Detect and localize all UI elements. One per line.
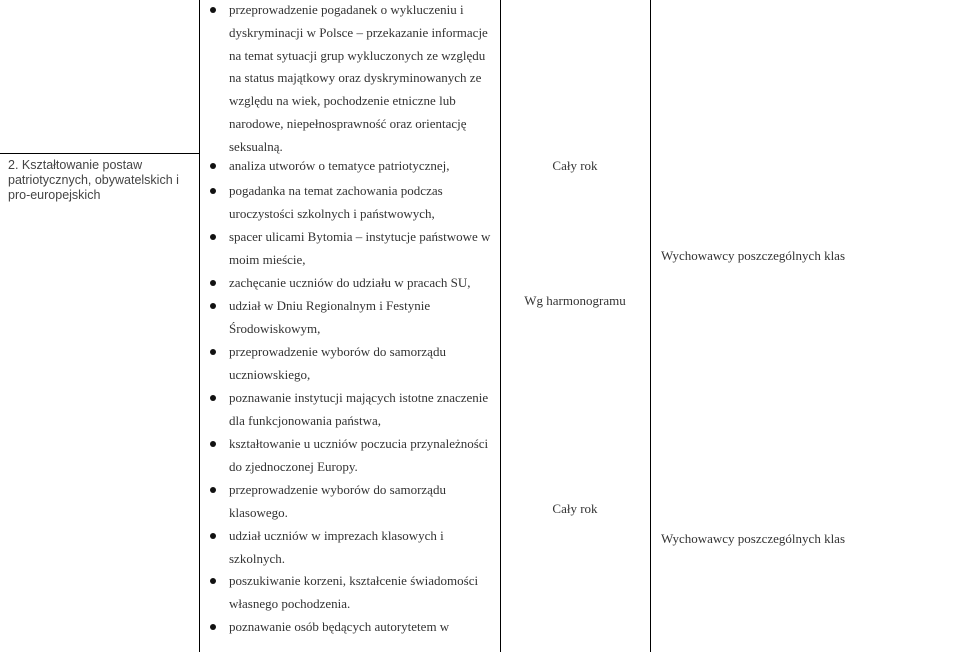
list-item-text: udział w Dniu Regionalnym i Festynie: [229, 298, 431, 313]
list-item-text: uroczystości szkolnych i państwowych,: [229, 205, 435, 221]
bullet-icon: [210, 441, 216, 447]
section-title-cell: [8, 158, 193, 203]
term-cell: Wg harmonogramu: [524, 293, 626, 308]
table-row-divider: [0, 153, 199, 154]
bullet-icon: [210, 395, 216, 401]
term-cell: Cały rok: [552, 158, 598, 173]
bullet-icon: [210, 188, 216, 194]
bullet-icon: [210, 303, 216, 309]
bullet-icon: [210, 280, 216, 286]
list-item-text: kształtowanie u uczniów poczucia przynależności: [229, 436, 489, 451]
list-item-text: poszukiwanie korzeni, kształcenie świadomości: [229, 573, 479, 588]
term-cell: Cały rok: [552, 501, 598, 516]
list-item-text: dyskryminacji w Polsce – przekazanie informacje: [229, 24, 488, 40]
list-item-text: poznawanie osób będących autorytetem w: [229, 619, 450, 634]
list-item-text: poznawanie instytucji mających istotne znaczenie: [229, 390, 489, 405]
section-title-line: 2. Kształtowanie postaw: [8, 158, 143, 172]
bullet-icon: [210, 533, 216, 539]
list-item-text: udział uczniów w imprezach klasowych i: [229, 528, 444, 543]
list-item-text: do zjednoczonej Europy.: [229, 458, 358, 474]
list-item-text: zachęcanie uczniów do udziału w pracach SU,: [229, 275, 471, 290]
list-item-text: na status majątkowy oraz dyskryminowanych ze: [229, 70, 482, 86]
table-column-divider: [199, 0, 200, 652]
list-item-text: pogadanka na temat zachowania podczas: [229, 183, 443, 198]
list-item-text: analiza utworów o tematyce patriotycznej,: [229, 158, 450, 173]
list-item-text: uczniowskiego,: [229, 366, 311, 382]
list-item-text: przeprowadzenie wyborów do samorządu: [229, 482, 446, 497]
list-item-text: spacer ulicami Bytomia – instytucje państwowe w: [229, 229, 491, 244]
bullet-icon: [210, 624, 216, 630]
list-item-text: własnego pochodzenia.: [229, 595, 351, 611]
table-column-divider: [650, 0, 651, 652]
list-item-text: seksualną.: [229, 138, 283, 154]
list-item-text: szkolnych.: [229, 550, 285, 566]
list-item-text: przeprowadzenie pogadanek o wykluczeniu i: [229, 2, 464, 17]
responsible-cell: Wychowawcy poszczególnych klas: [660, 531, 846, 546]
list-item-text: moim mieście,: [229, 251, 306, 267]
bullet-icon: [210, 487, 216, 493]
bullet-icon: [210, 349, 216, 355]
bullet-icon: [210, 7, 216, 13]
section-title-line: pro-europejskich: [8, 188, 101, 202]
list-item-text: względu na wiek, pochodzenie etniczne lub: [229, 93, 456, 109]
bullet-icon: [210, 163, 216, 169]
bullet-icon: [210, 578, 216, 584]
list-item-text: narodowe, niepełnosprawność oraz orientację: [229, 115, 467, 131]
list-item-text: przeprowadzenie wyborów do samorządu: [229, 344, 446, 359]
bullet-icon: [210, 234, 216, 240]
responsible-cell: Wychowawcy poszczególnych klas: [660, 248, 846, 263]
list-item-text: Środowiskowym,: [229, 320, 321, 336]
section-title-line: patriotycznych, obywatelskich i: [8, 173, 179, 187]
list-item-text: dla funkcjonowania państwa,: [229, 412, 381, 428]
list-item-text: klasowego.: [229, 504, 288, 520]
list-item-text: na temat sytuacji grup wykluczonych ze względu: [229, 47, 486, 63]
